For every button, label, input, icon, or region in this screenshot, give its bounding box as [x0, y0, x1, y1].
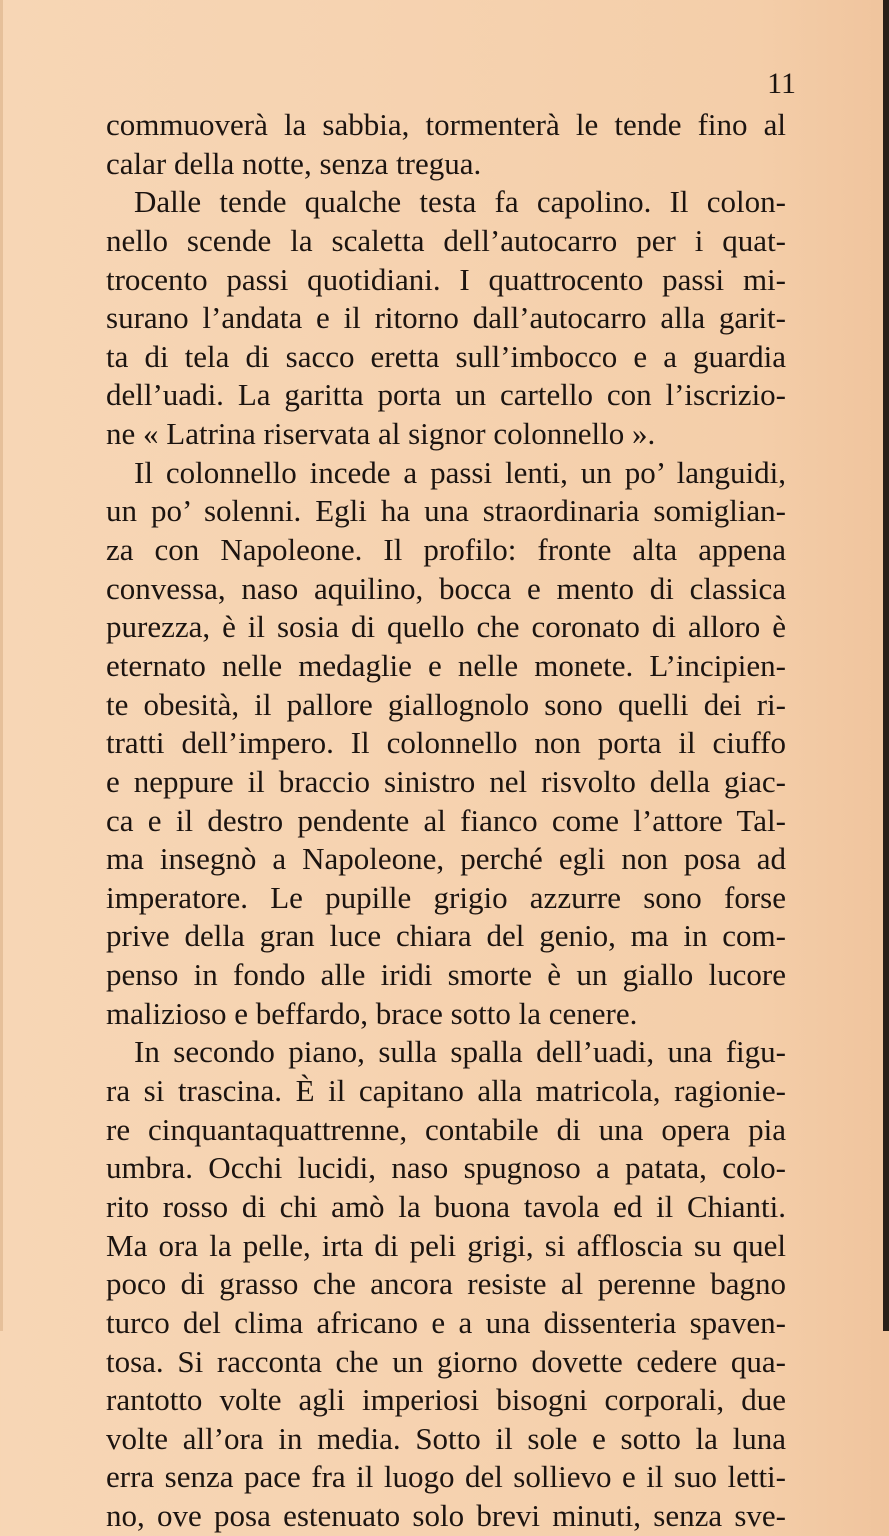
- text-line: re cinquantaquattrenne, contabile di una opera pia: [106, 1111, 786, 1147]
- text-line: surano l’andata e il ritorno dall’autocarro alla garit-: [106, 300, 786, 336]
- text-line: penso in fondo alle iridi smorte è un giallo lucore: [106, 957, 786, 993]
- text-line: ta di tela di sacco eretta sull’imbocco e a guardia: [106, 338, 786, 374]
- text-line: Dalle tende qualche testa fa capolino. Il colon-: [134, 184, 786, 220]
- page-spine-shadow: [883, 0, 889, 1331]
- text-line: commuoverà la sabbia, tormenterà le tende fino al: [106, 107, 786, 142]
- text-line: volte all’ora in media. Sotto il sole e sotto la luna: [106, 1420, 786, 1456]
- text-line: erra senza pace fra il luogo del sollievo e il suo letti-: [106, 1459, 786, 1495]
- text-line: e neppure il braccio sinistro nel risvolto della giac-: [106, 763, 786, 799]
- page-number: 11: [767, 67, 796, 100]
- text-line: tosa. Si racconta che un giorno dovette cedere qua-: [106, 1343, 786, 1379]
- text-line: purezza, è il sosia di quello che coronato di alloro è: [106, 609, 786, 645]
- text-line: tratti dell’impero. Il colonnello non porta il ciuffo: [106, 725, 786, 761]
- text-line: rantotto volte agli imperiosi bisogni corporali, due: [106, 1382, 786, 1418]
- text-line: turco del clima africano e a una dissenteria spaven-: [106, 1304, 786, 1340]
- text-line: nello scende la scaletta dell’autocarro per i quat-: [106, 222, 786, 258]
- text-line: ma insegnò a Napoleone, perché egli non posa ad: [106, 841, 786, 877]
- text-line: eternato nelle medaglie e nelle monete. L’incipien-: [106, 647, 786, 683]
- text-line: convessa, naso aquilino, bocca e mento di classica: [106, 570, 786, 606]
- text-line: no, ove posa estenuato solo brevi minuti, senza sve-: [106, 1498, 786, 1534]
- text-line: ra si trascina. È il capitano alla matricola, ragionie-: [106, 1073, 786, 1109]
- text-line: dell’uadi. La garitta porta un cartello con l’iscrizio-: [106, 377, 786, 413]
- text-line: Ma ora la pelle, irta di peli grigi, si affloscia su quel: [106, 1227, 786, 1263]
- text-line: rito rosso di chi amò la buona tavola ed il Chianti.: [106, 1188, 786, 1224]
- text-line: trocento passi quotidiani. I quattrocento passi mi-: [106, 261, 786, 297]
- text-line: calar della notte, senza tregua.: [106, 145, 482, 181]
- text-line: ne « Latrina riservata al signor colonnello ».: [106, 416, 656, 452]
- text-line: te obesità, il pallore giallognolo sono quelli dei ri-: [106, 686, 786, 722]
- text-line: Il colonnello incede a passi lenti, un po’ languidi,: [134, 454, 786, 490]
- text-line: za con Napoleone. Il profilo: fronte alta appena: [106, 532, 786, 568]
- body-text: [106, 106, 786, 1536]
- text-line: malizioso e beffardo, brace sotto la cenere.: [106, 995, 638, 1031]
- text-line: ca e il destro pendente al fianco come l’attore Tal-: [106, 802, 786, 838]
- page-left-edge: [0, 0, 3, 1331]
- text-line: umbra. Occhi lucidi, naso spugnoso a patata, colo-: [106, 1150, 786, 1186]
- text-line: un po’ solenni. Egli ha una straordinaria somiglian-: [106, 493, 786, 529]
- text-line: prive della gran luce chiara del genio, ma in com-: [106, 918, 786, 954]
- text-line: imperatore. Le pupille grigio azzurre sono forse: [106, 879, 786, 915]
- text-line: poco di grasso che ancora resiste al perenne bagno: [106, 1266, 786, 1302]
- text-line: In secondo piano, sulla spalla dell’uadi, una figu-: [134, 1034, 786, 1070]
